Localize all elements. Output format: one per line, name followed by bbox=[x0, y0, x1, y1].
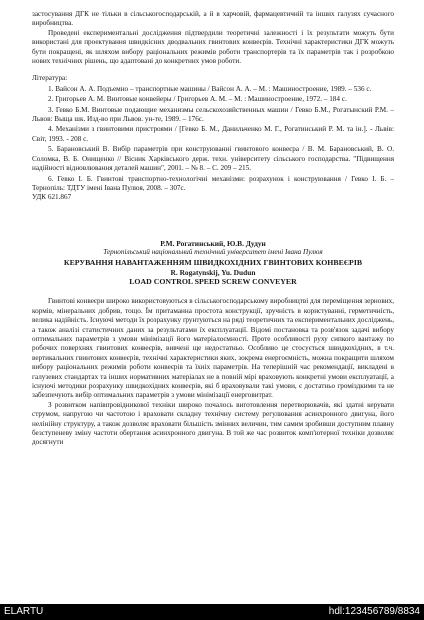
authors-ua: Р.М. Рогатинський, Ю.В. Дудун bbox=[160, 238, 266, 248]
body-paragraph: Гвинтові конвеєри широко використовуються в сільськогосподарському виробництві для переміщення зернових, кормів, мінеральних добрив, тощо. Їм притаманна простота конструкції, зручність в користуванні, герметичність, велика надійність. Існуючі методи їх розрахунку ґрунтуються на ряді теоретичних та експериментальних досліджень, а також аналізі статистичних даних за результатами їх експлуатації. Відомі постановка та розв'язок задачі вибору оптимальних параметрів з умови мінімізації його матеріалоємності. Проте особливості руху сипкого вантажу по робочих поверхнях гвинтових конвеєрів, вивчені ще недостатньо. Особливо це стосується швидкохідних, в т.ч. вертикальних гвинтових конвеєрів, технічні характеристики яких, зокрема енергоємність, можна покращити шляхом вибору раціональних режимів роботи конвеєрів та їхніх параметрів. На теперішній час рекомендації, викладені в галузевих стандартах та інших нормативних матеріалах не в повній мірі враховують конкретні умови експлуатації, а існуючі методики розрахунку швидкохідних конвеєрів, які б враховували такі умови, є достатньо громіздкими та не забезпечують вибір оптимальних параметрів з умови мінімізації енерговитрат. bbox=[32, 297, 394, 400]
reference-item: 5. Барановський В. Вибір параметрів при конструюванні гвинтового конвеєра / В. М. Барановський, В. О. Соломка, В. Б. Онищенко // Вісник Харківського держ. техн. університету сільського господарства. "Підвищення надійності відновлювання деталей машин", 2001. – № 8. – С. 209 – 215. bbox=[32, 145, 394, 173]
references-heading: Література: bbox=[32, 74, 68, 83]
affiliation: Тернопільський національний технічний університет імені Івана Пулюя bbox=[103, 248, 323, 257]
body-paragraph: З розвитком напівпровідникової техніки широко почалось виготовлення перетворювачів, які здатні керувати струмом, напругою чи частотою і враховати складну технічну систему регулювання асинхронного двигуна, його нелінійну структуру, а також дозволяє враховати більшість змінних величин, тим самим зробивши доступним плавну безступеневу зміну частоти обертання асинхронного двигуна. В той же час розвиток комп'ютерної техніки дозволяє досягнути bbox=[32, 400, 394, 447]
reference-item: 3. Гевко Б.М. Винтовые подающие механизмы сельскохозяйственных машин / Гевко Б.М., Рогатынский Р.М. – Львов: Выща шк. Изд-во при Львов. ун-те, 1989. – 176с. bbox=[32, 105, 394, 124]
repository-label: ELARTU bbox=[4, 606, 44, 617]
article-body bbox=[32, 297, 394, 448]
reference-item: 4. Механізми з гвинтовими пристроями / [Гевко Б. М., Данильченко М. Г., Рогатинський Р. М. та ін.]. - Львів: Світ, 1993. - 208 с. bbox=[32, 125, 394, 143]
page-content bbox=[32, 10, 394, 448]
footer-bar bbox=[0, 604, 424, 620]
authors-en: R. Rogatynskij, Yu. Dudun bbox=[170, 267, 256, 277]
reference-item: 2. Григорьев А. М. Винтовые конвейеры / Григорьев А. М. – М. : Машиностроение, 1972. – 184 с. bbox=[48, 95, 347, 104]
reference-item: 1. Вайсон А. А. Подъемно – транспортные машины / Вайсон А. А. – М. : Машиностроение, 1989. – 536 с. bbox=[48, 84, 372, 93]
handle-id: hdl:123456789/8834 bbox=[328, 606, 420, 617]
article-title-ua: КЕРУВАННЯ НАВАНТАЖЕННЯМ ШВИДКОХІДНИХ ГВИНТОВИХ КОНВЕЄРІВ bbox=[63, 257, 363, 267]
article-header bbox=[32, 239, 394, 288]
references-list bbox=[32, 85, 394, 193]
reference-item: 6. Гевко І. Б. Гвинтові транспортно-технологічні механізми: розрахунок і конструювання / Гевко І. Б. – Тернопіль: ТДТУ імені Івана Пулюя, 2008. – 307с. bbox=[32, 174, 394, 192]
article-title-en: LOAD CONTROL SPEED SCREW CONVEYER bbox=[129, 277, 297, 287]
conclusion-paragraph: Проведені експериментальні дослідження підтвердили теоретичні залежності і їх результати можуть бути використані для проектування швидкісних дводвальних гвинтових конвеєрів. Технічні характеристики ДГК можуть бути покращені, як шляхом вибору раціональних режимів роботи транспортерів та їх параметрів так і розробкою нових технічних рішень, що адаптовані до конкретних умов роботи. bbox=[32, 28, 394, 66]
continuation-paragraph: застосування ДГК не тільки в сільськогосподарській, а й в харчовій, фармацевтичній та інших галузях сучасного виробництва. bbox=[32, 10, 394, 28]
udc-code: УДК 621.867 bbox=[32, 193, 72, 202]
